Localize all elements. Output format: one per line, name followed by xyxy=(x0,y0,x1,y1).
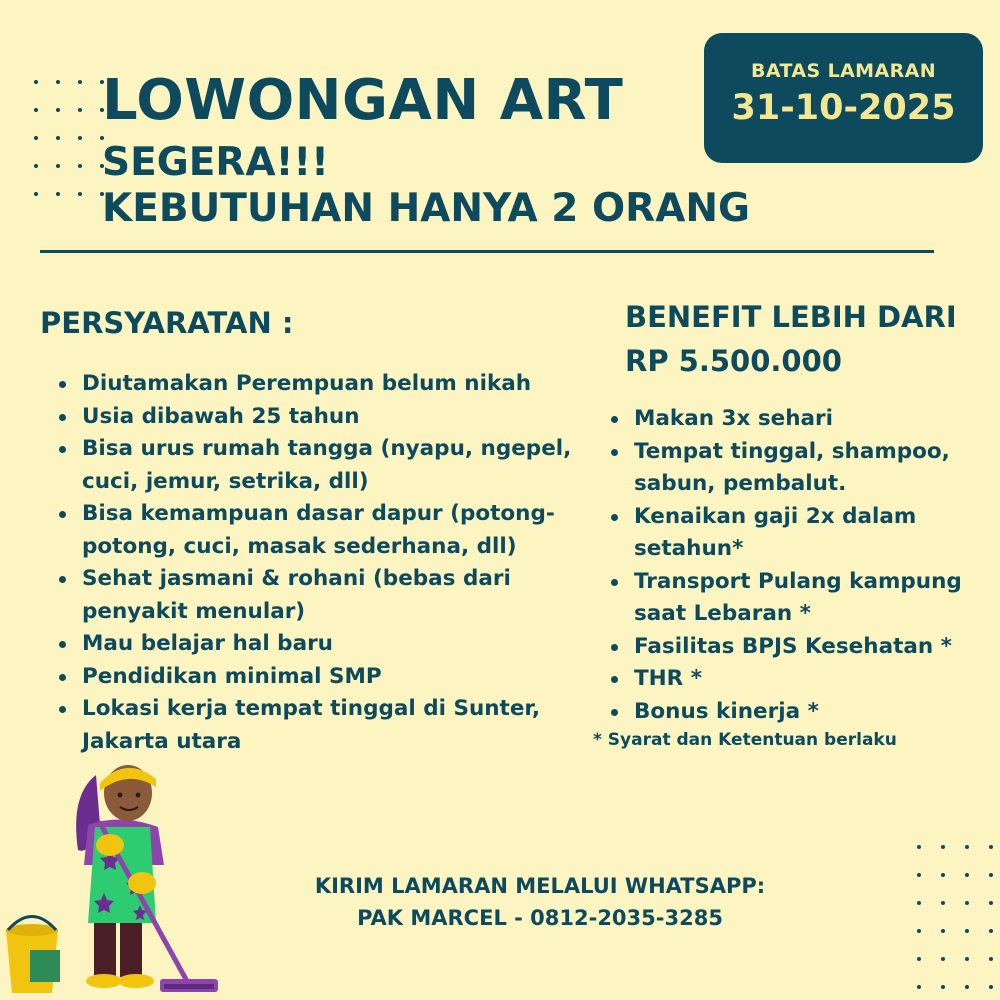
requirement-item: Bisa urus rumah tangga (nyapu, ngepel, cuci, jemur, setrika, dll) xyxy=(58,433,578,498)
contact-phone: PAK MARCEL - 0812-2035-3285 xyxy=(357,906,723,930)
deadline-badge xyxy=(704,33,983,163)
benefit-item: THR * xyxy=(610,663,995,696)
benefit-item: Kenaikan gaji 2x dalam setahun* xyxy=(610,501,995,566)
requirement-item: Pendidikan minimal SMP xyxy=(58,661,578,694)
deadline-date: 31-10-2025 xyxy=(731,88,956,128)
requirement-item: Sehat jasmani & rohani (bebas dari penyakit menular) xyxy=(58,563,578,628)
requirement-item: Bisa kemampuan dasar dapur (potong-potong, cuci, masak sederhana, dll) xyxy=(58,498,578,563)
salary-amount: RP 5.500.000 xyxy=(625,344,842,378)
contact-info xyxy=(240,870,840,934)
requirement-item: Usia dibawah 25 tahun xyxy=(58,401,578,434)
benefit-item: Fasilitas BPJS Kesehatan * xyxy=(610,631,995,664)
benefits-heading: BENEFIT LEBIH DARI xyxy=(625,300,957,334)
benefit-item: Makan 3x sehari xyxy=(610,403,995,436)
benefits-list xyxy=(610,403,995,728)
requirement-item: Lokasi kerja tempat tinggal di Sunter, Jakarta utara xyxy=(58,693,578,758)
requirement-item: Diutamakan Perempuan belum nikah xyxy=(58,368,578,401)
page-title: LOWONGAN ART xyxy=(102,68,624,133)
dot-pattern-bottom-right xyxy=(917,845,993,989)
header-divider xyxy=(40,250,934,253)
benefit-item: Bonus kinerja * xyxy=(610,696,995,729)
terms-note: * Syarat dan Ketentuan berlaku xyxy=(593,730,897,750)
requirements-heading: PERSYARATAN : xyxy=(40,306,294,340)
quota-subtitle: KEBUTUHAN HANYA 2 ORANG xyxy=(102,186,751,231)
requirements-list xyxy=(58,368,578,758)
cleaning-woman-icon xyxy=(0,755,230,1000)
contact-instruction: KIRIM LAMARAN MELALUI WHATSAPP: xyxy=(314,874,766,898)
benefit-item: Tempat tinggal, shampoo, sabun, pembalut. xyxy=(610,436,995,501)
benefit-item: Transport Pulang kampung saat Lebaran * xyxy=(610,566,995,631)
deadline-label: BATAS LAMARAN xyxy=(750,60,937,82)
requirement-item: Mau belajar hal baru xyxy=(58,628,578,661)
dot-pattern-top-left xyxy=(34,80,104,196)
urgent-subtitle: SEGERA!!! xyxy=(102,140,329,185)
